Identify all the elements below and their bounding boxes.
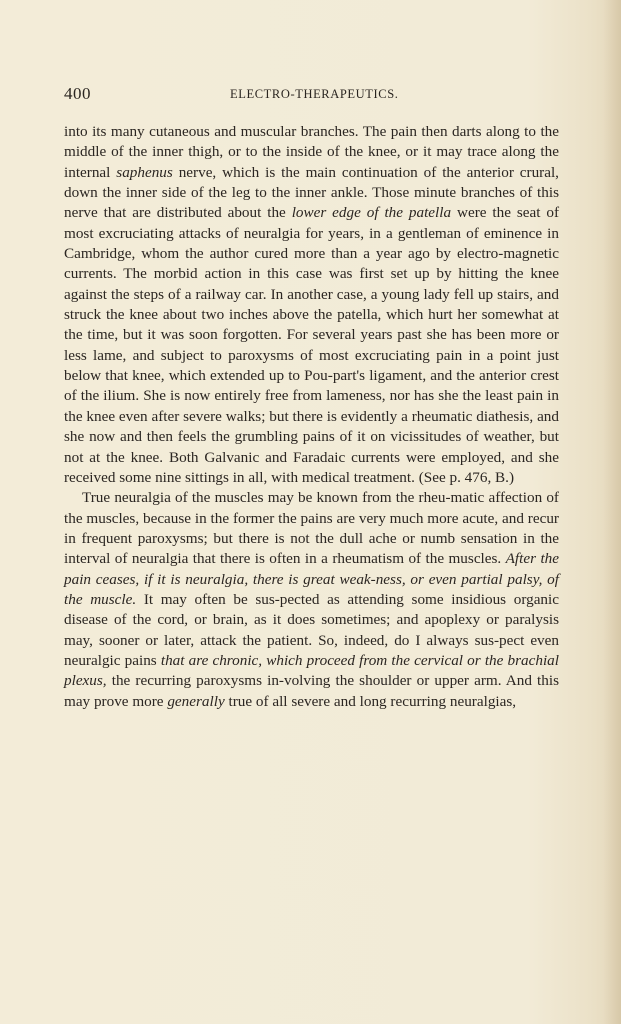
page-number: 400 — [64, 84, 91, 103]
text-run: It may often be sus-pected as attending some insidious organic disease of the cord, or brain, as it does sometimes; and apoplexy or paralysis may, sooner or later, attack the patient. So, indeed, do I always sus-pect even neuralgic pains — [64, 590, 559, 669]
body-text — [64, 122, 559, 712]
text-run: true of all severe and long recurring neuralgias, — [224, 692, 517, 710]
italic-text-run: saphenus — [116, 163, 173, 181]
running-title: ELECTRO-THERAPEUTICS. — [230, 87, 399, 101]
text-run: True neuralgia of the muscles may be known from the rheu-matic affection of the muscles, because in the former the pains are very much more acute, and recur in frequent paroxysms; but there is not the dull ache or numb sensation in the interval of neuralgia that there is often in a rheumatism of the muscles. — [64, 489, 559, 568]
text-run: nerve, which is the main continuation of the anterior crural, down the inner side of the leg to the inner ankle. Those minute branches of this nerve that are distributed about the — [64, 163, 559, 222]
page-header — [64, 84, 559, 106]
text-run: the recurring paroxysms in-volving the shoulder or upper arm. And this may prove more — [64, 672, 559, 710]
text-run: were the seat of most excruciating attacks of neuralgia for years, in a gentleman of eminence in Cambridge, whom the author cured more than a year ago by electro-magnetic currents. The morbid action in this case was first set up by hitting the knee against the steps of a railway car. In another case, a young lady fell up stairs, and struck the knee about two inches above the patella, which hurt her somewhat at the time, but it was soon forgotten. For several years past she has been more or less lame, and subject to paroxysms of most excruciating pain in a point just below that knee, which extended up to Pou-part's ligament, and the anterior crest of the ilium. She is now entirely free from lameness, nor has she the least pain in the knee even after severe walks; but there is evidently a rheumatic diathesis, and she now and then feels the grumbling pains of it on vicissitudes of weather, but not at the knee. Both Galvanic and Faradaic currents were employed, and she received some nine sittings in all, with medical treatment. (See p. 476, B.) — [64, 204, 560, 486]
italic-text-run: generally — [167, 692, 225, 710]
italic-text-run: After the pain ceases, if it is neuralgia, there is great weak-ness, or even partial palsy, of the muscle. — [64, 550, 559, 608]
paragraph-2 — [64, 488, 559, 712]
italic-text-run: lower edge of the patella — [291, 204, 452, 222]
italic-text-run: that are chronic, which proceed from the cervical or the brachial plexus, — [64, 651, 559, 690]
page-edge-shadow — [603, 0, 621, 1024]
paragraph-1 — [64, 122, 559, 488]
text-run: into its many cutaneous and muscular branches. The pain then darts along to the middle of the inner thigh, or to the inside of the knee, or it may trace along the internal — [64, 123, 559, 181]
